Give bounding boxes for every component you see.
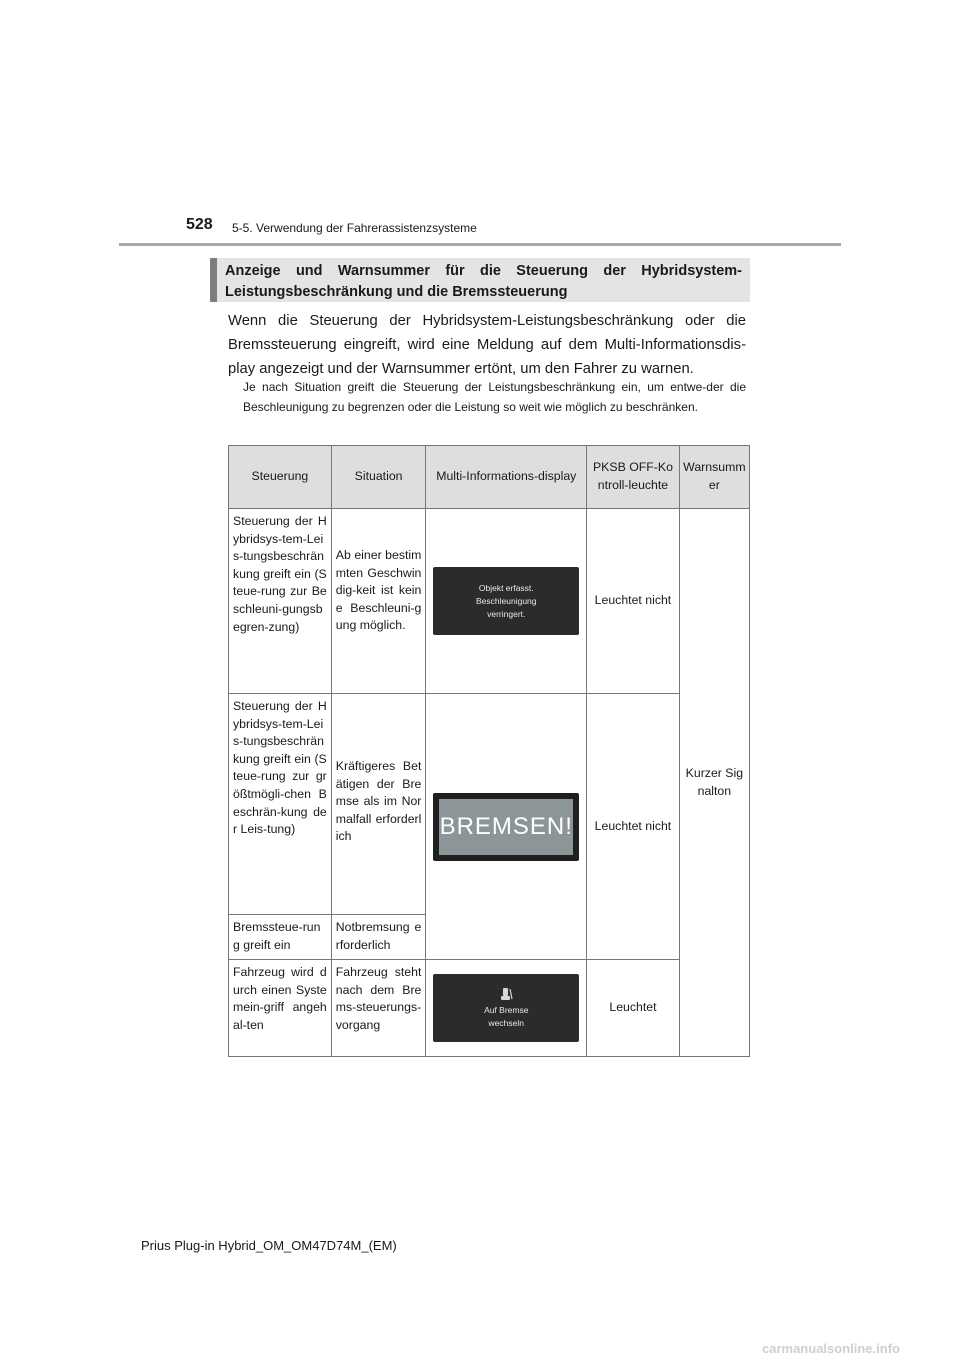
page-number: 528 xyxy=(186,216,213,233)
display-line: Auf Bremse xyxy=(484,1004,529,1015)
column-header: Warnsummer xyxy=(679,446,749,509)
watermark: carmanualsonline.info xyxy=(762,1341,900,1356)
cell-steuerung: Fahrzeug wird durch einen Systemein-griff angehal-ten xyxy=(229,960,332,1057)
column-header: Multi-Informations-display xyxy=(426,446,587,509)
foot-brake-icon xyxy=(497,987,515,1003)
cell-warnsummer: Kurzer Signalton xyxy=(679,509,749,1057)
display-line: wechseln xyxy=(488,1017,524,1028)
cell-situation: Ab einer bestimmten Geschwindig-keit ist keine Beschleuni-gung möglich. xyxy=(331,509,426,694)
footer-text: Prius Plug-in Hybrid_OM_OM47D74M_(EM) xyxy=(141,1238,397,1253)
cell-pksb: Leuchtet nicht xyxy=(587,694,680,960)
table-row xyxy=(229,960,750,1057)
control-table xyxy=(228,445,750,1057)
cell-steuerung: Steuerung der Hybridsys-tem-Leis-tungsbeschränkung greift ein (Steue-rung zur größtmögli-chen Beschrän-kung der Leis-tung) xyxy=(229,694,332,915)
column-header: Situation xyxy=(331,446,426,509)
column-header: Steuerung xyxy=(229,446,332,509)
cell-pksb: Leuchtet xyxy=(587,960,680,1057)
header-rule xyxy=(119,243,841,246)
table-row xyxy=(229,509,750,694)
cell-display xyxy=(426,960,587,1057)
cell-steuerung: Steuerung der Hybridsys-tem-Leis-tungsbeschränkung greift ein (Steue-rung zur Beschleuni-gungsbegren-zung) xyxy=(229,509,332,694)
cell-display xyxy=(426,694,587,960)
display-acceleration-reduced xyxy=(433,567,579,635)
section-heading-box xyxy=(210,258,750,302)
brake-warning-text: BREMSEN! xyxy=(439,799,573,855)
cell-steuerung: Bremssteue-rung greift ein xyxy=(229,915,332,960)
cell-situation: Notbremsung erforderlich xyxy=(331,915,426,960)
section-body: Wenn die Steuerung der Hybridsystem-Leistungsbeschränkung oder die Bremssteuerung eingreift, wird eine Meldung auf dem Multi-Informationsdis-play angezeigt und der Warnsummer ertönt, um den Fahrer zu warnen. xyxy=(228,313,746,377)
display-line: Objekt erfasst. xyxy=(478,582,534,593)
display-brake-warning xyxy=(433,793,579,861)
section-title: Anzeige und Warnsummer für die Steuerung der Hybridsystem-Leistungsbeschränkung und die Bremssteuerung xyxy=(225,263,742,300)
table-row xyxy=(229,694,750,915)
display-line: verringert. xyxy=(487,608,526,619)
chapter-title: 5-5. Verwendung der Fahrerassistenzsysteme xyxy=(232,221,477,235)
cell-situation: Fahrzeug steht nach dem Brems-steuerungs-vorgang xyxy=(331,960,426,1057)
display-switch-to-brake xyxy=(433,974,579,1042)
cell-pksb: Leuchtet nicht xyxy=(587,509,680,694)
cell-situation: Kräftigeres Betätigen der Bremse als im Normalfall erforderlich xyxy=(331,694,426,915)
cell-display xyxy=(426,509,587,694)
section-note: Je nach Situation greift die Steuerung der Leistungsbeschränkung ein, um entwe-der die Beschleunigung zu begrenzen oder die Leistung so weit wie möglich zu beschränken. xyxy=(243,380,746,414)
table-header-row xyxy=(229,446,750,509)
display-line: Beschleunigung xyxy=(476,595,537,606)
column-header: PKSB OFF-Kontroll-leuchte xyxy=(587,446,680,509)
